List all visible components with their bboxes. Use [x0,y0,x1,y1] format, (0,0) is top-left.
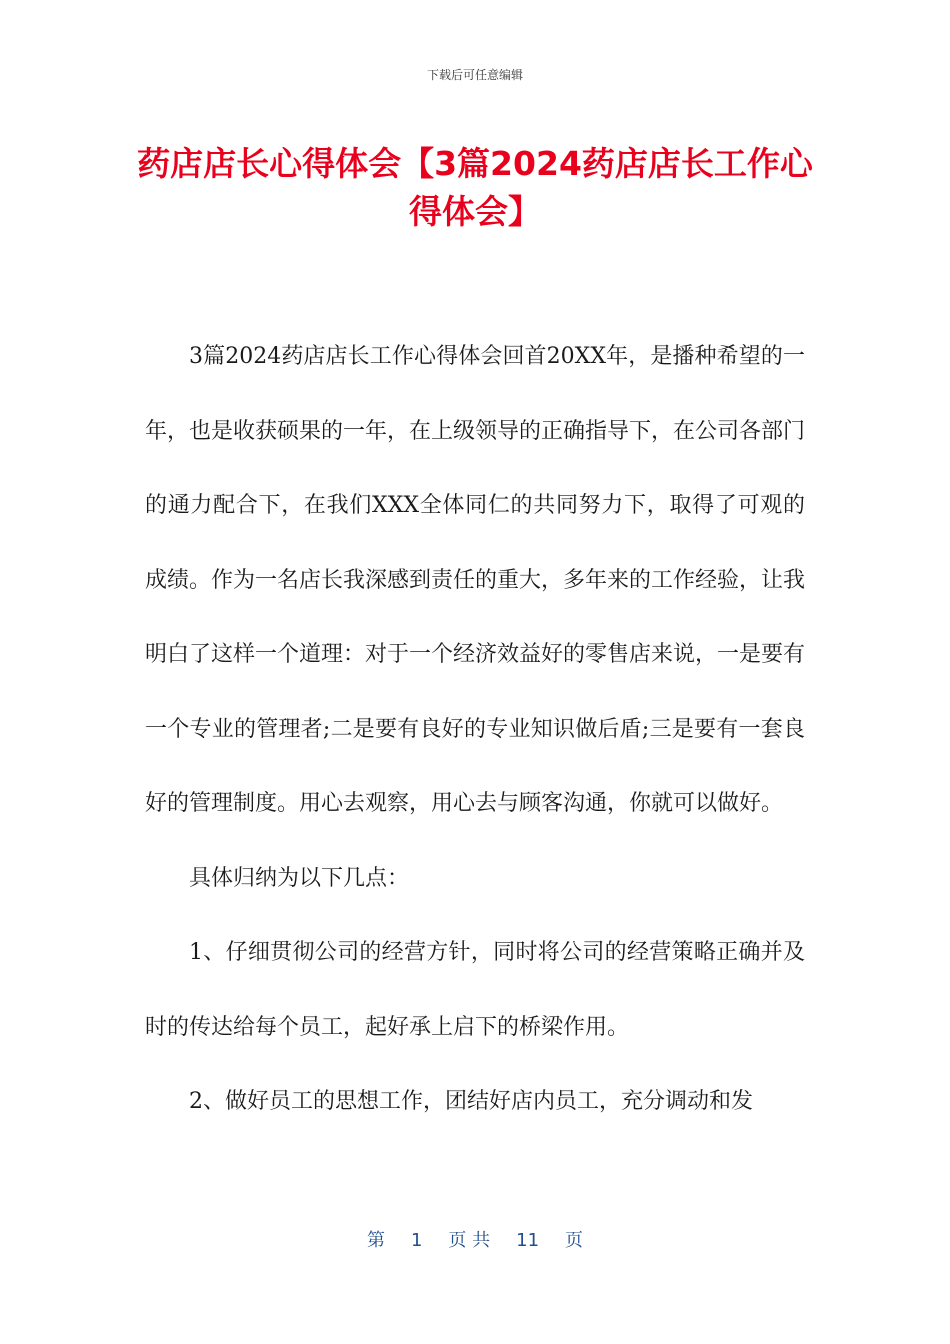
footer-page-number: 1 [410,1230,423,1251]
footer-middle: 页 共 [448,1230,491,1251]
footer-total-pages: 11 [516,1230,540,1251]
footer-suffix: 页 [565,1230,584,1251]
document-title: 药店店长心得体会【3篇2024药店店长工作心得体会】 [137,144,813,231]
paragraph-intro: 3篇2024药店店长工作心得体会回首20XX年，是播种希望的一年，也是收获硕果的一年，在上级领导的正确指导下，在公司各部门的通力配合下，在我们XXX全体同仁的共同努力下，取得了可观的成绩。作为一名店长我深感到责任的重大，多年来的工作经验，让我明白了这样一个道理：对于一个经济效益好的零售店来说，一是要有一个专业的管理者;二是要有良好的专业知识做后盾;三是要有一套良好的管理制度。用心去观察，用心去与顾客沟通，你就可以做好。 [145,344,806,816]
page-footer [0,1226,950,1252]
paragraph-point-2: 2、做好员工的思想工作，团结好店内员工，充分调动和发 [189,1089,753,1114]
header-note: 下载后可任意编辑 [426,68,523,82]
paragraph-summary-heading: 具体归纳为以下几点： [189,865,410,891]
footer-prefix: 第 [366,1230,385,1251]
paragraph-point-1: 1、仔细贯彻公司的经营方针，同时将公司的经营策略正确并及时的传达给每个员工，起好承上启下的桥梁作用。 [145,940,805,1040]
document-body [145,320,805,1140]
